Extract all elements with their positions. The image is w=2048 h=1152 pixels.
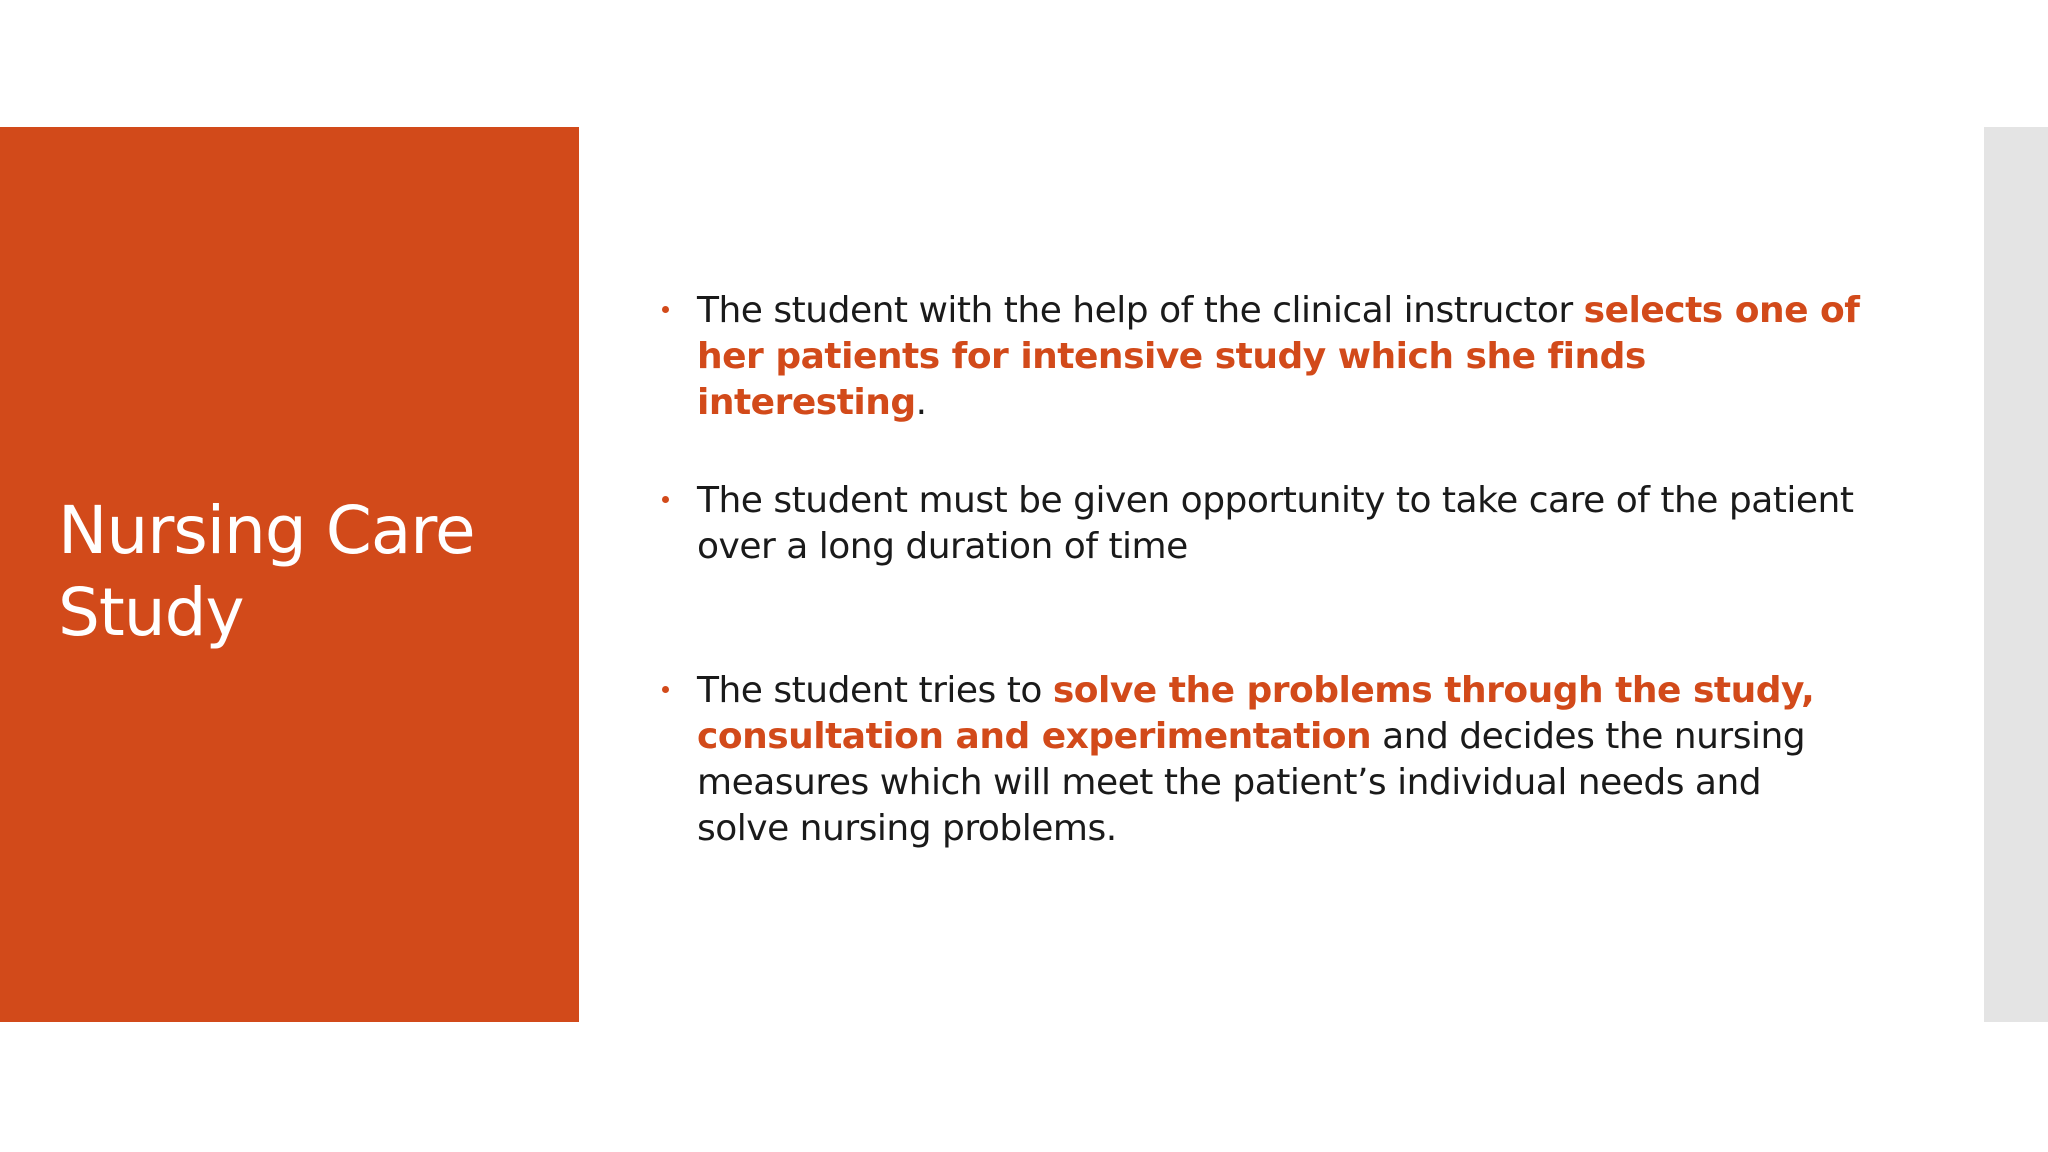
slide-title-line-2: Study bbox=[58, 574, 244, 651]
bullet-highlight-text: solve the problems through the study, consultation and experimentation bbox=[697, 670, 1815, 757]
right-decorative-strip bbox=[1984, 127, 2048, 1022]
bullet-item bbox=[662, 478, 1862, 570]
bullet-text bbox=[697, 478, 1862, 570]
bullet-text-segment: . bbox=[915, 382, 927, 423]
bullet-item bbox=[662, 288, 1862, 426]
slide-title-line-1: Nursing Care bbox=[58, 492, 475, 569]
bullet-text bbox=[697, 668, 1862, 852]
bullet-text-segment: The student must be given opportunity to take care of the patient over a long duration of time bbox=[697, 480, 1854, 567]
bullet-item bbox=[662, 668, 1862, 852]
bullet-text-segment: and decides the nursing measures which will meet the patient’s individual needs and solve nursing problems. bbox=[697, 716, 1806, 849]
bullet-dot-icon bbox=[662, 306, 669, 313]
bullet-highlight-text: selects one of her patients for intensive study which she finds interesting bbox=[697, 290, 1860, 423]
bullet-text-segment: The student with the help of the clinical instructor bbox=[697, 290, 1584, 331]
bullet-dot-icon bbox=[662, 686, 669, 693]
bullet-text bbox=[697, 288, 1862, 426]
bullet-dot-icon bbox=[662, 496, 669, 503]
bullet-text-segment: The student tries to bbox=[697, 670, 1053, 711]
slide-title bbox=[58, 490, 558, 654]
